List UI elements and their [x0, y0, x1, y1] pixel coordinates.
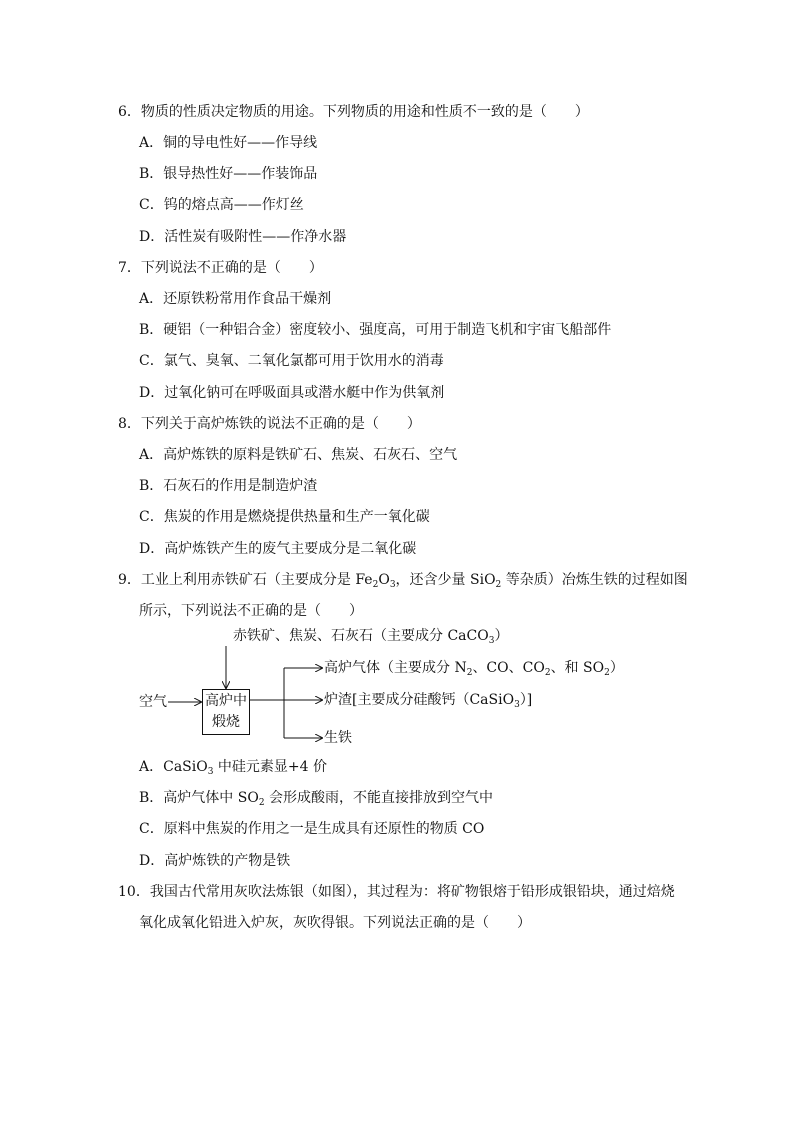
q9-stem-continued: 所示，下列说法不正确的是（ ）: [139, 603, 363, 619]
q8-option-d: D．高炉炼铁产生的废气主要成分是二氧化碳: [139, 541, 417, 557]
q9-option-d: D．高炉炼铁的产物是铁: [139, 853, 291, 869]
q7-option-a: A．还原铁粉常用作食品干燥剂: [139, 291, 332, 307]
slag-label: 炉渣[主要成分硅酸钙（CaSiO$_3$）]: [324, 692, 533, 710]
q9-option-b: B．高炉气体中 $SO_2$ 会形成酸雨，不能直接排放到空气中: [139, 790, 493, 808]
q7-option-d: D．过氧化钠可在呼吸面具或潜水艇中作为供氧剂: [139, 385, 445, 401]
furnace-box: [202, 689, 250, 735]
gas-label: 高炉气体（主要成分 $N_2$、CO、$CO_2$、和 $SO_2$）: [324, 660, 624, 678]
q6-stem: 6．物质的性质决定物质的用途。下列物质的用途和性质不一致的是（ ）: [118, 104, 589, 120]
q8-option-a: A．高炉炼铁的原料是铁矿石、焦炭、石灰石、空气: [139, 447, 458, 463]
q7-option-b: B．硬铝（一种铝合金）密度较小、强度高，可用于制造飞机和宇宙飞船部件: [139, 322, 612, 338]
q8-option-c: C．焦炭的作用是燃烧提供热量和生产一氧化碳: [139, 509, 430, 525]
q6-option-b: B．银导热性好——作装饰品: [139, 166, 318, 182]
q9-stem: 9．工业上利用赤铁矿石（主要成分是 $Fe_2O_3$，还含少量 SiO$_2$ 等杂质）冶炼生铁的过程如图: [118, 572, 688, 590]
q7-stem: 7．下列说法不正确的是（ ）: [118, 260, 323, 276]
q6-option-a: A．铜的导电性好——作导线: [139, 135, 318, 151]
q10-stem: 10．我国古代常用灰吹法炼银（如图），其过程为：将矿物银熔于铅形成银铅块，通过焙烧: [118, 884, 675, 900]
q6-option-c: C．钨的熔点高——作灯丝: [139, 197, 304, 213]
furnace-label-line2: 煅烧: [212, 714, 240, 730]
blast-furnace-diagram: [130, 622, 624, 752]
q6-option-d: D．活性炭有吸附性——作净水器: [139, 229, 347, 245]
q7-option-c: C．氯气、臭氧、二氧化氯都可用于饮用水的消毒: [139, 353, 444, 369]
air-label: 空气: [139, 694, 167, 710]
iron-label: 生铁: [324, 730, 352, 746]
raw-materials-label: 赤铁矿、焦炭、石灰石（主要成分 CaCO$_3$）: [233, 628, 509, 646]
q9-option-c: C．原料中焦炭的作用之一是生成具有还原性的物质 CO: [139, 821, 485, 837]
q10-stem-continued: 氧化成氧化铅进入炉灰，灰吹得银。下列说法正确的是（ ）: [139, 915, 531, 931]
q8-option-b: B．石灰石的作用是制造炉渣: [139, 478, 318, 494]
furnace-label-line1: 高炉中: [205, 693, 247, 709]
q9-option-a: A．CaSiO$_3$ 中硅元素显+4 价: [139, 759, 327, 777]
q8-stem: 8．下列关于高炉炼铁的说法不正确的是（ ）: [118, 416, 421, 432]
